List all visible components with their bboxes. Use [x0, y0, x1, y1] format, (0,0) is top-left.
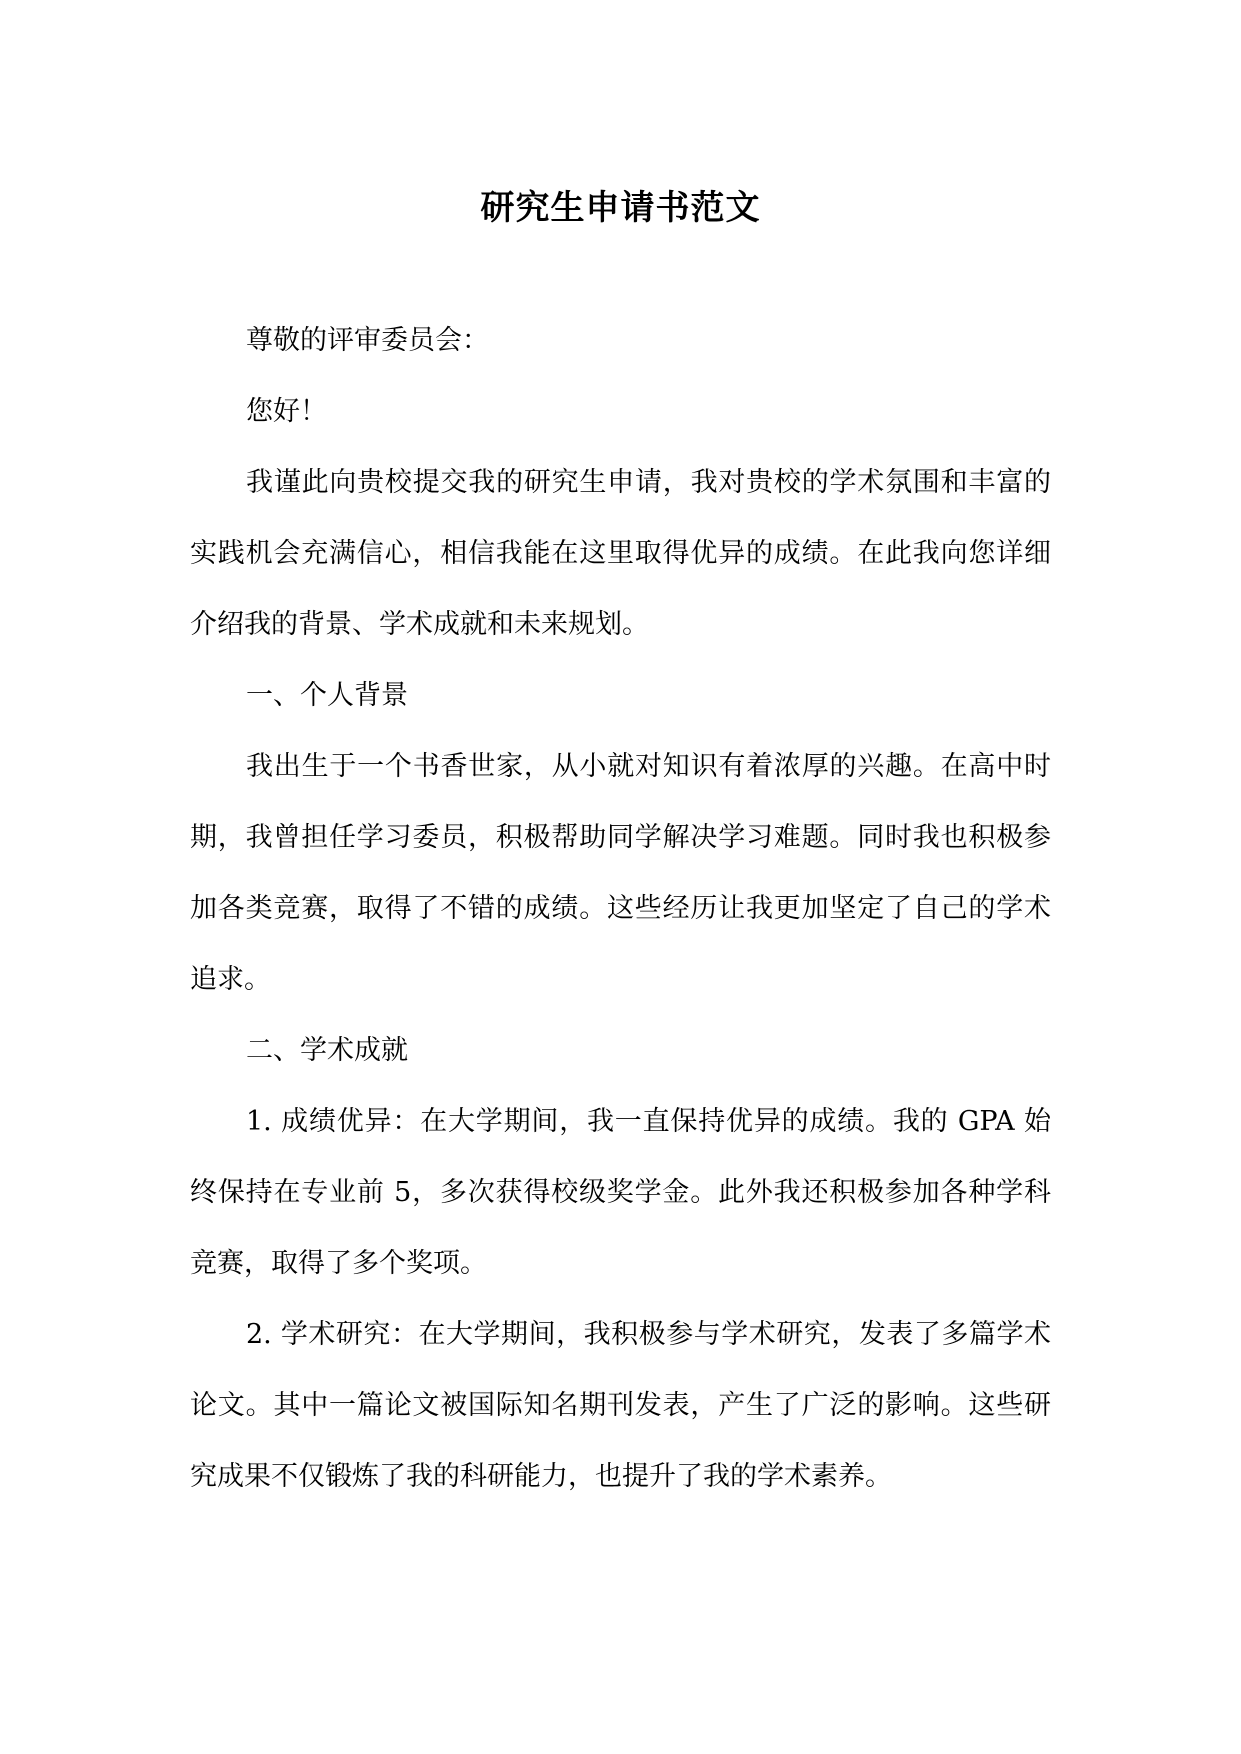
section-heading-achievements: 二、学术成就 — [246, 1035, 408, 1066]
section-heading-background: 一、个人背景 — [246, 680, 408, 711]
salutation: 尊敬的评审委员会： — [246, 325, 489, 356]
document-body — [190, 305, 1051, 1512]
intro-paragraph: 我谨此向贵校提交我的研究生申请，我对贵校的学术氛围和丰富的实践机会充满信心，相信我能在这里取得优异的成绩。在此我向您详细介绍我的背景、学术成就和未来规划。 — [190, 467, 1051, 640]
background-paragraph: 我出生于一个书香世家，从小就对知识有着浓厚的兴趣。在高中时期，我曾担任学习委员，积极帮助同学解决学习难题。同时我也积极参加各类竞赛，取得了不错的成绩。这些经历让我更加坚定了自己的学术追求。 — [190, 751, 1051, 995]
document-title: 研究生申请书范文 — [480, 188, 761, 228]
achievement-item-grades: 1. 成绩优异：在大学期间，我一直保持优异的成绩。我的 GPA 始终保持在专业前 5，多次获得校级奖学金。此外我还积极参加各种学科竞赛，取得了多个奖项。 — [190, 1106, 1051, 1279]
achievement-item-research: 2. 学术研究：在大学期间，我积极参与学术研究，发表了多篇学术论文。其中一篇论文被国际知名期刊发表，产生了广泛的影响。这些研究成果不仅锻炼了我的科研能力，也提升了我的学术素养。 — [190, 1319, 1051, 1492]
greeting: 您好！ — [246, 396, 327, 427]
